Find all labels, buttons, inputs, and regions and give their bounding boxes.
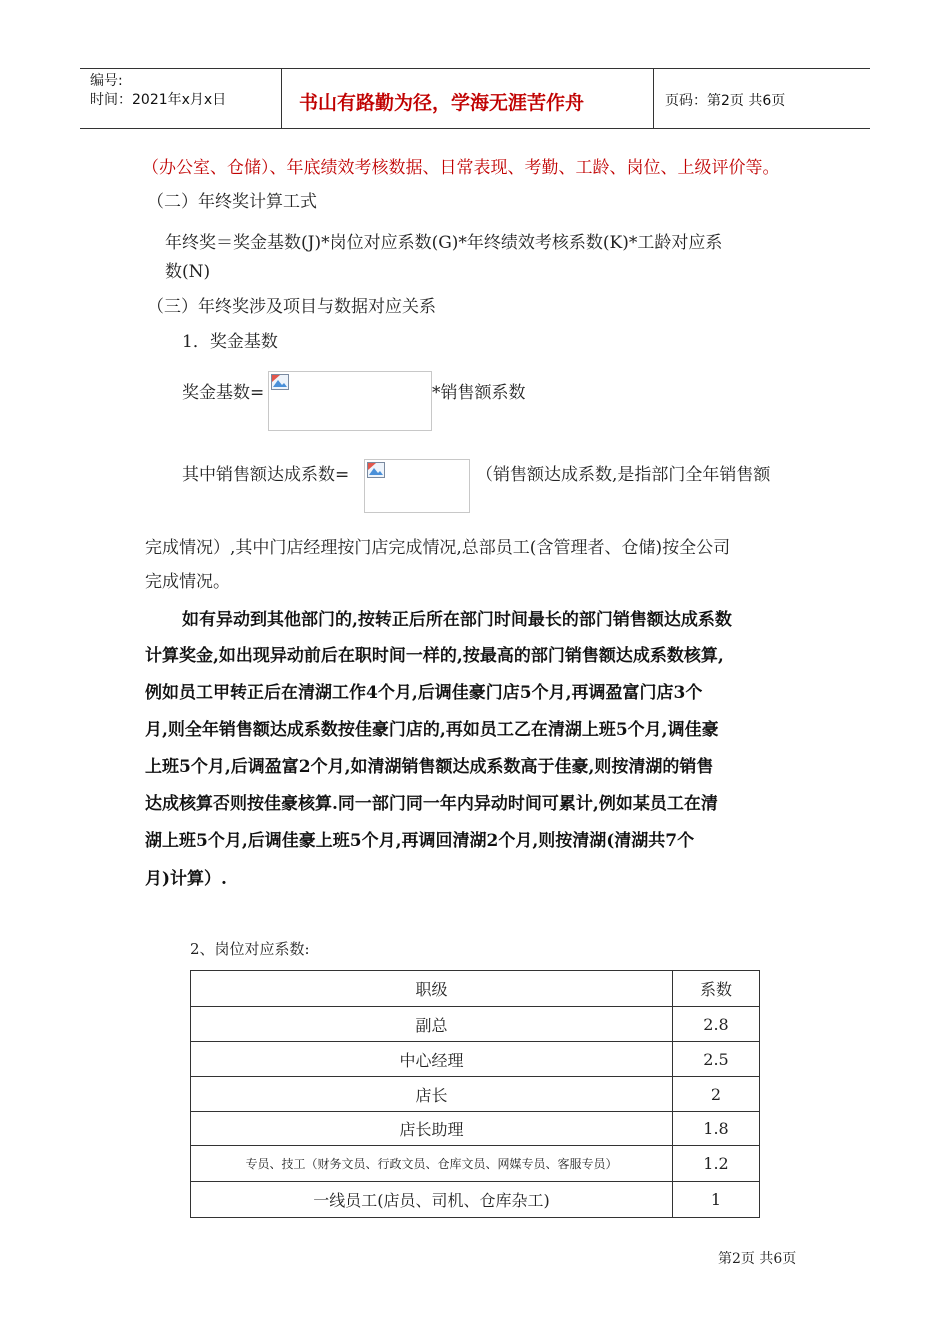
transfer-rule-line: 达成核算否则按佳豪核算.同一部门同一年内异动时间可累计,例如某员工在清 (145, 794, 718, 814)
transfer-rule-line: 计算奖金,如出现异动前后在职时间一样的,按最高的部门销售额达成系数核算, (145, 646, 724, 666)
transfer-rule-line: 湖上班5个月,后调佳豪上班5个月,再调回清湖2个月,则按清湖(清湖共7个 (145, 831, 695, 851)
table-cell-grade: 副总 (191, 1007, 673, 1042)
sales-coef-line-2: 完成情况）,其中门店经理按门店完成情况,总部员工(含管理者、仓储)按全公司 (145, 538, 731, 558)
table-cell-coef: 1.2 (673, 1146, 760, 1182)
broken-image-icon (271, 374, 289, 390)
table-cell-grade: 专员、技工（财务文员、行政文员、仓库文员、网媒专员、客服专员） (191, 1146, 673, 1182)
sales-coef-label: 其中销售额达成系数= (182, 465, 350, 485)
footer-page-number: 第2页 共6页 (718, 1251, 797, 1267)
continuation-line: （办公室、仓储）、年底绩效考核数据、日常表现、考勤、工龄、岗位、上级评价等。 (142, 158, 780, 178)
header-date-label: 时间：2021年x月x日 (90, 92, 227, 108)
table-cell-coef: 1 (673, 1182, 760, 1218)
sales-coef-formula-image (364, 459, 470, 513)
transfer-rule-line: 月)计算）. (145, 869, 227, 889)
table-cell-grade: 一线员工(店员、司机、仓库杂工) (191, 1182, 673, 1218)
transfer-rule-line: 上班5个月,后调盈富2个月,如清湖销售额达成系数高于佳豪,则按清湖的销售 (145, 757, 714, 777)
table-row (191, 1042, 760, 1077)
header-divider-left (281, 68, 282, 129)
broken-image-icon (367, 462, 385, 478)
position-coefficient-table (190, 970, 760, 1218)
table-cell-grade: 店长助理 (191, 1112, 673, 1146)
transfer-rule-line: 例如员工甲转正后在清湖工作4个月,后调佳豪门店5个月,再调盈富门店3个 (145, 683, 703, 703)
bonus-base-suffix: *销售额系数 (432, 383, 526, 403)
formula-line-2: 数(N) (165, 262, 211, 282)
table-header-cell: 职级 (191, 971, 673, 1007)
table-row (191, 1146, 760, 1182)
table-cell-grade: 店长 (191, 1077, 673, 1112)
header-number-label: 编号: (90, 73, 123, 89)
header-divider-right (653, 68, 654, 129)
table-row (191, 1077, 760, 1112)
bonus-base-formula-image (268, 371, 432, 431)
table-cell-coef: 2.8 (673, 1007, 760, 1042)
table-header-row (191, 971, 760, 1007)
header-page-label: 页码：第2页 共6页 (665, 93, 786, 109)
table-cell-coef: 1.8 (673, 1112, 760, 1146)
section-2-heading: （二）年终奖计算工式 (147, 192, 317, 212)
sales-coef-description: （销售额达成系数,是指部门全年销售额 (476, 465, 771, 485)
table-row (191, 1112, 760, 1146)
header-motto: 书山有路勤为径，学海无涯苦作舟 (299, 92, 585, 114)
header-bottom-rule (80, 128, 870, 129)
table-cell-coef: 2.5 (673, 1042, 760, 1077)
sales-coef-line-3: 完成情况。 (145, 572, 230, 592)
item-2-heading: 2、岗位对应系数: (190, 940, 310, 958)
table-cell-coef: 2 (673, 1077, 760, 1112)
section-3-heading: （三）年终奖涉及项目与数据对应关系 (147, 297, 436, 317)
transfer-rule-line: 月,则全年销售额达成系数按佳豪门店的,再如员工乙在清湖上班5个月,调佳豪 (145, 720, 719, 740)
table-row (191, 1182, 760, 1218)
transfer-rule-line: 如有异动到其他部门的,按转正后所在部门时间最长的部门销售额达成系数 (182, 610, 732, 630)
formula-line-1: 年终奖＝奖金基数(J)*岗位对应系数(G)*年终绩效考核系数(K)*工龄对应系 (165, 233, 723, 253)
header-top-rule (80, 68, 870, 69)
table-row (191, 1007, 760, 1042)
table-header-cell: 系数 (673, 971, 760, 1007)
bonus-base-label: 奖金基数= (182, 383, 265, 403)
item-1-heading: 1．奖金基数 (182, 332, 278, 352)
table-cell-grade: 中心经理 (191, 1042, 673, 1077)
